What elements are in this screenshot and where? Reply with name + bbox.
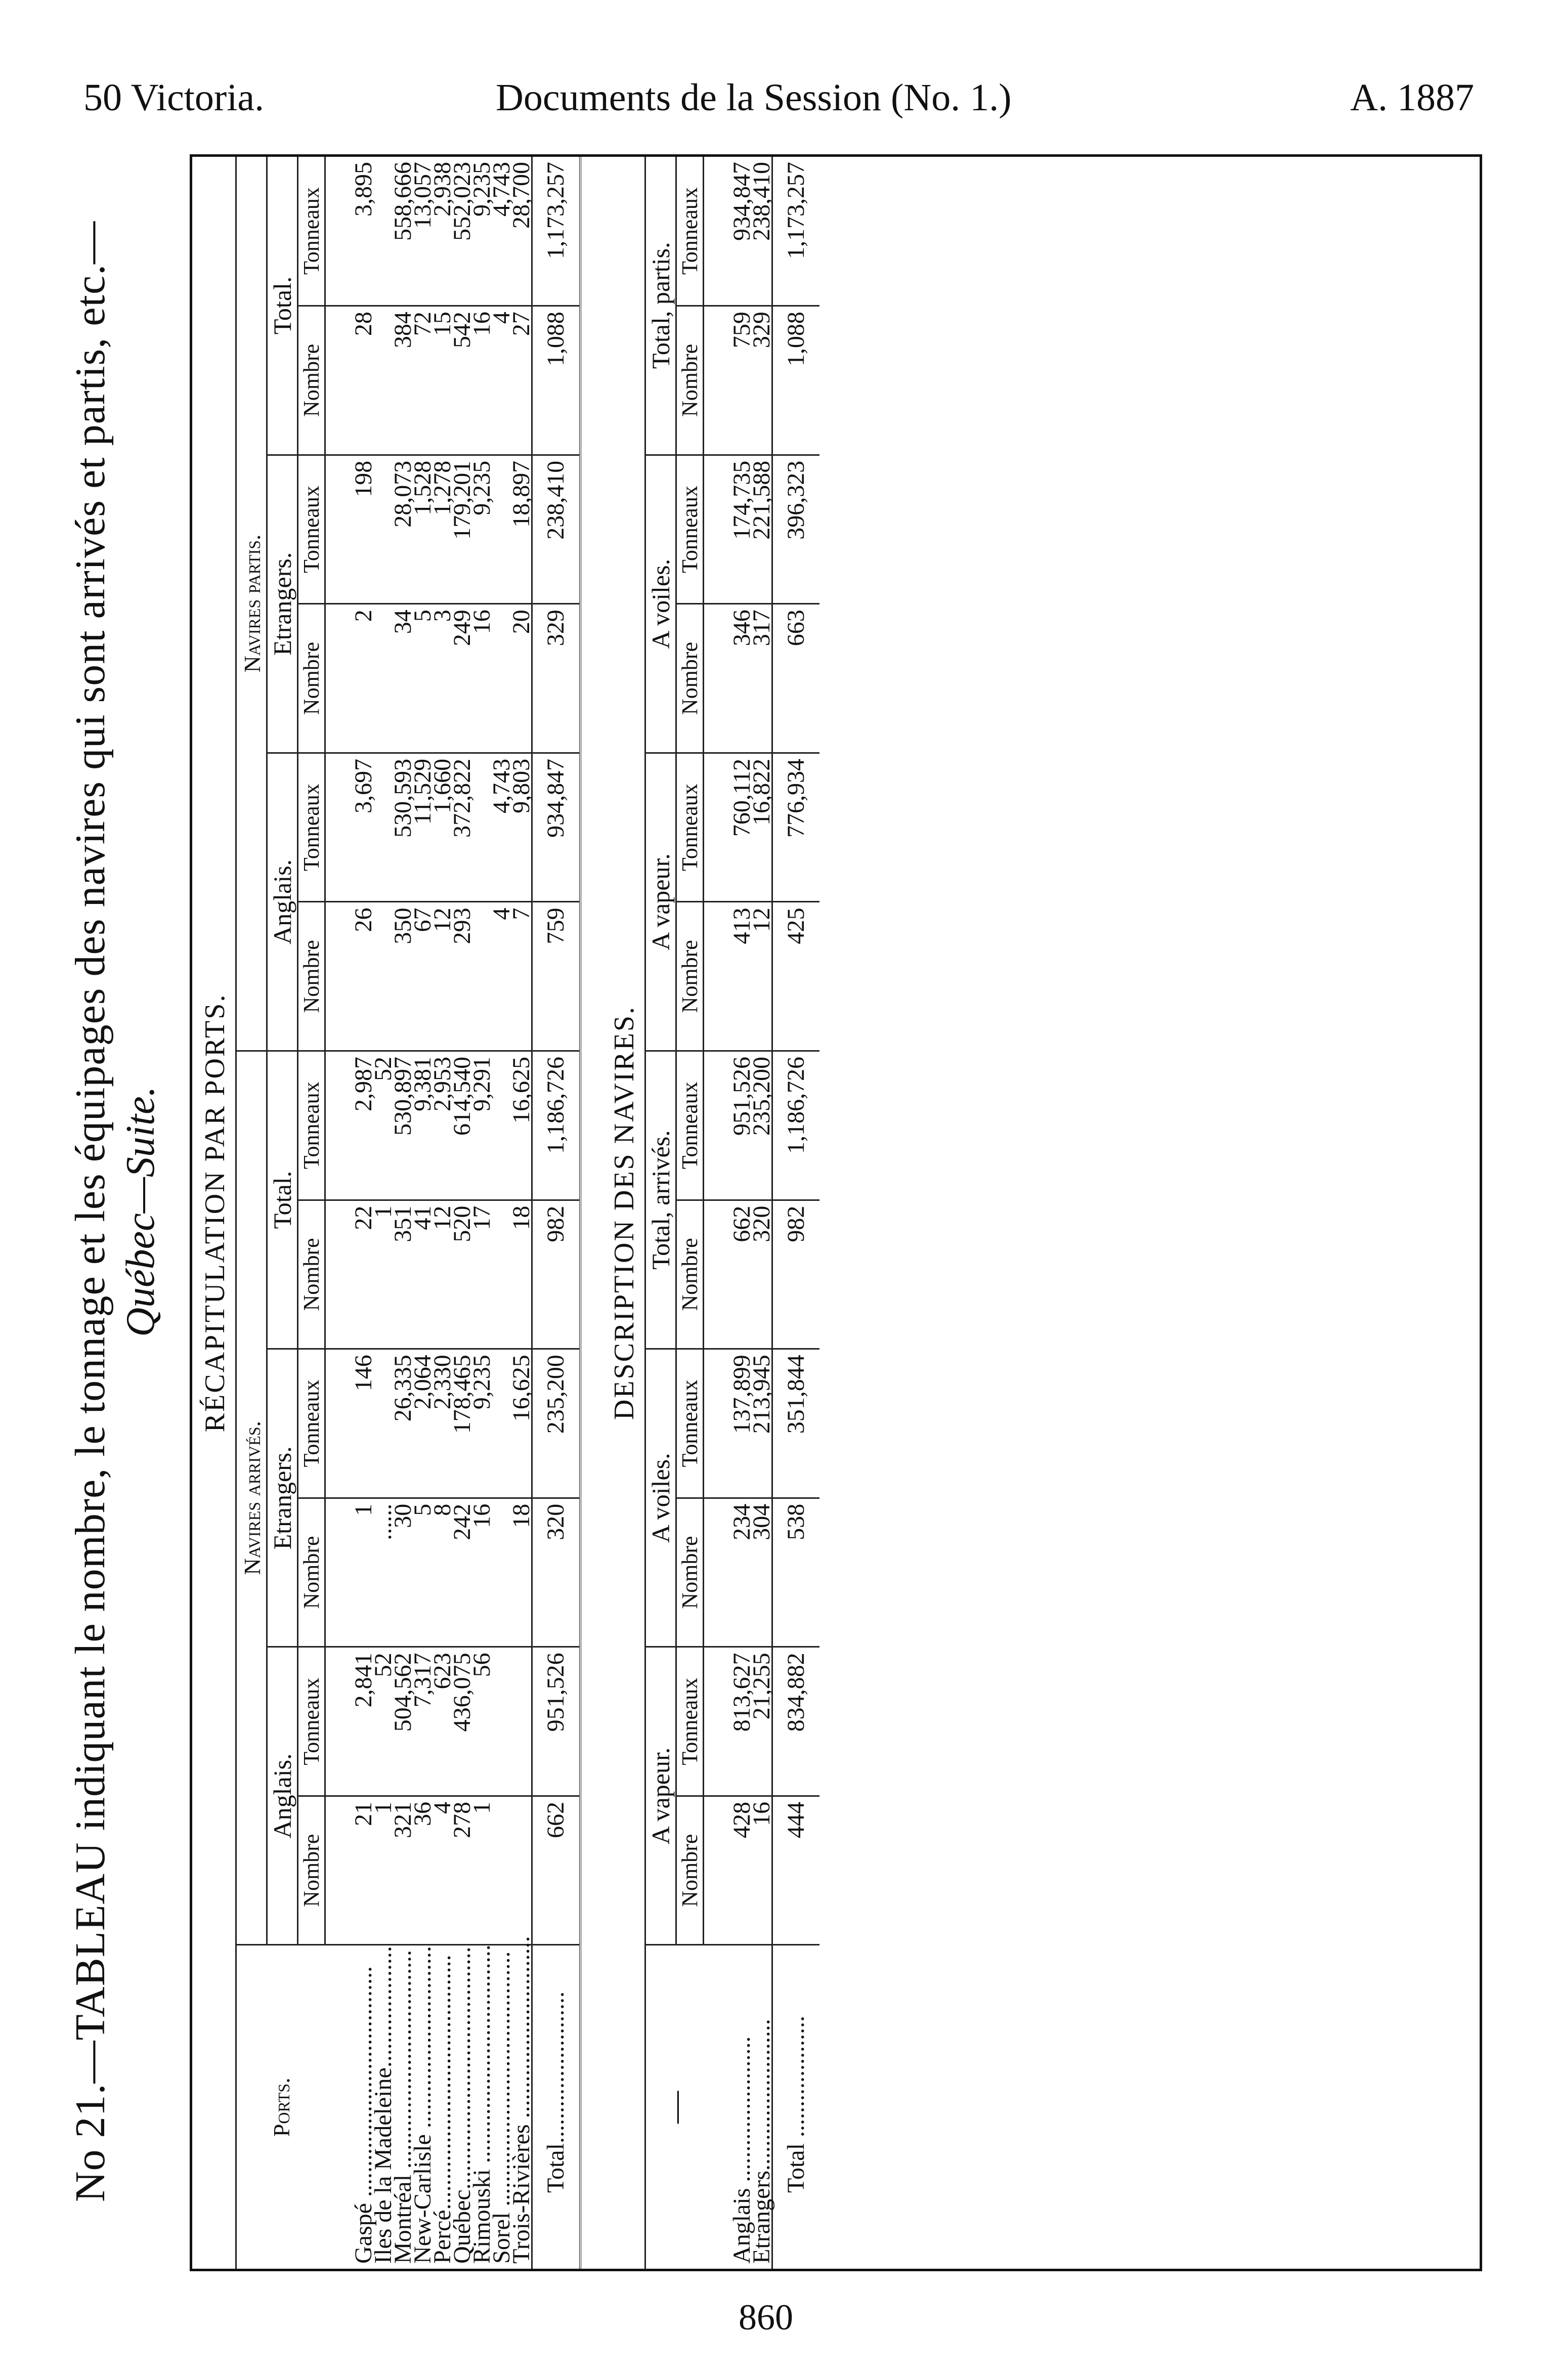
nombre-cell: 15 [433, 306, 452, 455]
tonneaux-cell: 2,841 [354, 1647, 373, 1796]
nombre-cell: 21 [354, 1796, 373, 1945]
col-nombre: Nombre [298, 604, 325, 753]
table-title [66, 152, 164, 2271]
tonneaux-cell: 198 [354, 455, 373, 604]
rotated-page-content [66, 152, 1482, 2271]
nombre-cell: 72 [413, 306, 433, 455]
nombre-cell: 67 [413, 902, 433, 1051]
tonneaux-cell: 238,410 [748, 162, 775, 241]
tonneaux-cell: 28,700 [508, 162, 535, 229]
nombre-cell: 4 [433, 1796, 452, 1945]
row-label: Percé.......................................... [433, 1945, 452, 2269]
tonneaux-cell: 52 [373, 1647, 393, 1796]
row-label: Sorel .......................................... [492, 1945, 511, 2269]
total-tonneaux-cell: 834,882 [772, 1647, 820, 1796]
nombre-cell: 36 [413, 1796, 433, 1945]
nombre-cell: 18 [511, 1498, 532, 1647]
total-tonneaux-cell: 351,844 [772, 1349, 820, 1498]
description-table [644, 157, 819, 2269]
arrives-header: Navires arrivés. [236, 1051, 267, 1945]
tonneaux-cell: 372,822 [452, 753, 472, 902]
nombre-cell: 329 [752, 306, 772, 455]
page-number: 860 [739, 2297, 793, 2338]
col-nombre: Nombre [298, 1498, 325, 1647]
tonneaux-cell: 813,627 [732, 1647, 752, 1796]
nombre-cell: 346 [732, 604, 752, 753]
tonneaux-cell: 11,529 [413, 753, 433, 902]
nombre-cell: 5 [413, 604, 433, 753]
nombre-cell: 2 [354, 604, 373, 753]
tonneaux-cell: 614,540 [452, 1051, 472, 1200]
col-tonneaux: Tonneaux [676, 157, 704, 306]
total-nombre-cell: 663 [772, 604, 820, 753]
nombre-cell: 30 [393, 1498, 413, 1647]
total-tonneaux-cell: 238,410 [532, 455, 580, 604]
total-nombre-cell: 320 [532, 1498, 580, 1647]
nombre-cell: 759 [732, 306, 752, 455]
total-tonneaux-cell: 235,200 [532, 1349, 580, 1498]
tonneaux-cell: 504,562 [393, 1647, 413, 1796]
total-label: Total .................... [772, 1945, 820, 2269]
row-label: Montréal .................................... [393, 1945, 413, 2269]
tonneaux-cell: 4,743 [492, 753, 511, 902]
total-nombre-cell: 329 [532, 604, 580, 753]
nombre-cell: 413 [732, 902, 752, 1051]
tonneaux-cell: 26,335 [393, 1349, 413, 1498]
tonneaux-cell: 934,847 [728, 162, 755, 241]
nombre-cell [492, 1796, 511, 1945]
row-label: Anglais ........................ [732, 1945, 752, 2269]
section-divider [579, 157, 581, 2269]
nombre-cell: 16 [472, 604, 492, 753]
nombre-cell: 1 [472, 1796, 492, 1945]
table-row [752, 157, 772, 2269]
tonneaux-cell: 558,666 [390, 162, 416, 241]
description-heading: DESCRIPTION DES NAVIRES. [609, 1005, 640, 1420]
par-etrangers-header: Etrangers. [267, 455, 298, 753]
row-label: Trois-Rivières .............................. [511, 1945, 532, 2269]
total-nombre-cell: 662 [532, 1796, 580, 1945]
row-label: Québec........................................ [452, 1945, 472, 2269]
header-session: 50 Victoria. [83, 76, 265, 119]
desc-group-header: Total, partis. [645, 157, 676, 455]
nombre-cell: 12 [433, 902, 452, 1051]
tonneaux-cell: 28,073 [393, 455, 413, 604]
partis-header: Navires partis. [236, 157, 267, 1051]
total-row [532, 157, 580, 2269]
tonneaux-cell: 16,625 [511, 1349, 532, 1498]
tonneaux-cell: 2,064 [413, 1349, 433, 1498]
nombre-cell: 428 [732, 1796, 752, 1945]
table-frame [190, 154, 1482, 2271]
nombre-cell [511, 1796, 532, 1945]
tonneaux-cell: 623 [433, 1647, 452, 1796]
col-tonneaux: Tonneaux [676, 1647, 704, 1796]
desc-group-header: A voiles. [645, 455, 676, 753]
header-year: A. 1887 [1350, 76, 1474, 119]
tonneaux-cell: 179,201 [452, 455, 472, 604]
tonneaux-cell: 16,822 [752, 753, 772, 902]
total-nombre-cell: 444 [772, 1796, 820, 1945]
nombre-cell: 12 [433, 1200, 452, 1349]
total-nombre-cell: 1,088 [532, 306, 580, 455]
total-nombre-cell: 982 [772, 1200, 820, 1349]
total-tonneaux-cell: 776,934 [772, 753, 820, 902]
tonneaux-cell: 235,200 [752, 1051, 772, 1200]
nombre-cell: 662 [732, 1200, 752, 1349]
nombre-cell: 20 [511, 604, 532, 753]
tonneaux-cell: 436,075 [452, 1647, 472, 1796]
header-documents: Documents de la Session (No. 1.) [496, 76, 1012, 119]
tonneaux-cell: 52 [373, 1051, 393, 1200]
table-row [511, 157, 532, 2269]
tonneaux-cell: 951,526 [732, 1051, 752, 1200]
col-nombre: Nombre [676, 604, 704, 753]
tonneaux-cell: 2,987 [354, 1051, 373, 1200]
desc-group-header: Total, arrivés. [645, 1051, 676, 1349]
nombre-cell: 384 [393, 306, 413, 455]
nombre-cell: 8 [433, 1498, 452, 1647]
total-tonneaux-cell: 1,173,257 [532, 157, 580, 306]
nombre-cell: 321 [393, 1796, 413, 1945]
tonneaux-cell: 13,057 [409, 162, 436, 229]
nombre-cell: 16 [752, 1796, 772, 1945]
nombre-cell: 4 [492, 902, 511, 1051]
arr-total-header: Total. [267, 1051, 298, 1349]
col-tonneaux: Tonneaux [298, 1647, 325, 1796]
col-nombre: Nombre [676, 306, 704, 455]
total-tonneaux-cell: 1,186,726 [532, 1051, 580, 1200]
tonneaux-cell: 530,897 [393, 1051, 413, 1200]
row-label: Gaspé ...................................... [354, 1945, 373, 2269]
total-label: Total......................... [532, 1945, 580, 2269]
total-nombre-cell: 425 [772, 902, 820, 1051]
tonneaux-cell: 9,235 [472, 455, 492, 604]
tonneaux-cell: 174,735 [732, 455, 752, 604]
nombre-cell: 293 [452, 902, 472, 1051]
tonneaux-cell: 2,953 [433, 1051, 452, 1200]
col-tonneaux: Tonneaux [298, 157, 325, 306]
total-nombre-cell: 538 [772, 1498, 820, 1647]
nombre-cell: 320 [752, 1200, 772, 1349]
nombre-cell: 520 [452, 1200, 472, 1349]
col-nombre: Nombre [676, 1200, 704, 1349]
total-tonneaux-cell: 1,186,726 [772, 1051, 820, 1200]
col-tonneaux: Tonneaux [298, 455, 325, 604]
nombre-cell: 18 [511, 1200, 532, 1349]
nombre-cell: 7 [511, 902, 532, 1051]
nombre-cell: 350 [393, 902, 413, 1051]
desc-group-header: A voiles. [645, 1349, 676, 1647]
row-label: New-Carlisle .............................. [413, 1945, 433, 2269]
tonneaux-cell: 146 [354, 1349, 373, 1498]
col-nombre: Nombre [298, 1796, 325, 1945]
tonneaux-cell: 530,593 [393, 753, 413, 902]
tonneaux-cell: 1,660 [433, 753, 452, 902]
desc-group-header: A vapeur. [645, 753, 676, 1051]
desc-group-header: A vapeur. [645, 1647, 676, 1945]
total-row [772, 157, 820, 2269]
nombre-cell: 317 [752, 604, 772, 753]
total-nombre-cell: 982 [532, 1200, 580, 1349]
tonneaux-cell: 137,899 [732, 1349, 752, 1498]
ports-header: Ports. [236, 1945, 325, 2269]
total-nombre-cell: 759 [532, 902, 580, 1051]
col-nombre: Nombre [298, 1200, 325, 1349]
tonneaux-cell: 2,938 [429, 162, 456, 217]
par-anglais-header: Anglais. [267, 753, 298, 1051]
nombre-cell: 28 [354, 306, 373, 455]
col-nombre: Nombre [676, 1498, 704, 1647]
tonneaux-cell: 18,897 [511, 455, 532, 604]
tonneaux-cell: 7,317 [413, 1647, 433, 1796]
tonneaux-cell: 56 [472, 1647, 492, 1796]
col-tonneaux: Tonneaux [676, 1051, 704, 1200]
tonneaux-cell: 4,743 [488, 162, 515, 217]
nombre-cell: 234 [732, 1498, 752, 1647]
col-tonneaux: Tonneaux [676, 455, 704, 604]
nombre-cell: 27 [511, 306, 532, 455]
nombre-cell: 16 [472, 306, 492, 455]
nombre-cell: 1 [373, 1796, 393, 1945]
col-tonneaux: Tonneaux [298, 753, 325, 902]
nombre-cell: 16 [472, 1498, 492, 1647]
total-tonneaux-cell: 1,173,257 [772, 157, 820, 306]
tonneaux-cell: 1,528 [413, 455, 433, 604]
tonneaux-cell [511, 1647, 532, 1796]
par-total-header: Total. [267, 157, 298, 455]
nombre-cell: 4 [492, 306, 511, 455]
tonneaux-cell: 213,945 [752, 1349, 772, 1498]
nombre-cell: 34 [393, 604, 413, 753]
recap-heading: RÉCAPITULATION PAR PORTS. [199, 993, 231, 1433]
tonneaux-cell: 760,112 [732, 753, 752, 902]
nombre-cell: ...... [373, 1498, 393, 1647]
tonneaux-cell: 3,895 [350, 162, 377, 217]
tonneaux-cell: 552,023 [449, 162, 476, 241]
col-nombre: Nombre [298, 306, 325, 455]
total-nombre-cell: 1,088 [772, 306, 820, 455]
row-label: Etrangers......................... [752, 1945, 772, 2269]
col-tonneaux: Tonneaux [298, 1051, 325, 1200]
nombre-cell: 351 [393, 1200, 413, 1349]
nombre-cell: 304 [752, 1498, 772, 1647]
tonneaux-cell: 9,381 [413, 1051, 433, 1200]
nombre-cell: 249 [452, 604, 472, 753]
tonneaux-cell: 9,291 [472, 1051, 492, 1200]
total-tonneaux-cell: 951,526 [532, 1647, 580, 1796]
nombre-cell: 22 [354, 1200, 373, 1349]
row-label: Rimouski .................................... [472, 1945, 492, 2269]
tonneaux-cell: 1,278 [433, 455, 452, 604]
recap-table [235, 157, 579, 2269]
col-nombre: Nombre [676, 1796, 704, 1945]
col-tonneaux: Tonneaux [676, 753, 704, 902]
nombre-cell: 17 [472, 1200, 492, 1349]
nombre-cell: 41 [413, 1200, 433, 1349]
row-label: Iles de la Madeleine.................... [373, 1945, 393, 2269]
col-nombre: Nombre [676, 902, 704, 1051]
nombre-cell: 5 [413, 1498, 433, 1647]
nombre-cell: 3 [433, 604, 452, 753]
title-line-2: Québec—Suite. [118, 1086, 163, 1337]
nombre-cell: 1 [373, 1200, 393, 1349]
tonneaux-cell: 16,625 [511, 1051, 532, 1200]
col-tonneaux: Tonneaux [676, 1349, 704, 1498]
col-nombre: Nombre [298, 902, 325, 1051]
total-tonneaux-cell: 934,847 [532, 753, 580, 902]
tonneaux-cell: 9,235 [472, 1349, 492, 1498]
tonneaux-cell: 221,588 [752, 455, 772, 604]
nombre-cell: 278 [452, 1796, 472, 1945]
nombre-cell: 26 [354, 902, 373, 1051]
nombre-cell: 12 [752, 902, 772, 1051]
tonneaux-cell: 3,697 [354, 753, 373, 902]
tonneaux-cell: 21,255 [752, 1647, 772, 1796]
nombre-cell: 242 [452, 1498, 472, 1647]
tonneaux-cell: 2,330 [433, 1349, 452, 1498]
nombre-cell: 1 [354, 1498, 373, 1647]
col-tonneaux: Tonneaux [298, 1349, 325, 1498]
nombre-cell: 542 [452, 306, 472, 455]
arr-etrangers-header: Etrangers. [267, 1349, 298, 1647]
total-tonneaux-cell: 396,323 [772, 455, 820, 604]
tonneaux-cell: 9,235 [468, 162, 495, 217]
title-line-1: No 21.—TABLEAU indiquant le nombre, le tonnage et les équipages des navires qui sont arrivés et partis, etc.— [67, 221, 114, 2202]
arr-anglais-header: Anglais. [267, 1647, 298, 1945]
desc-dash: — [645, 1945, 704, 2269]
tonneaux-cell: 9,803 [511, 753, 532, 902]
tonneaux-cell: 178,465 [452, 1349, 472, 1498]
